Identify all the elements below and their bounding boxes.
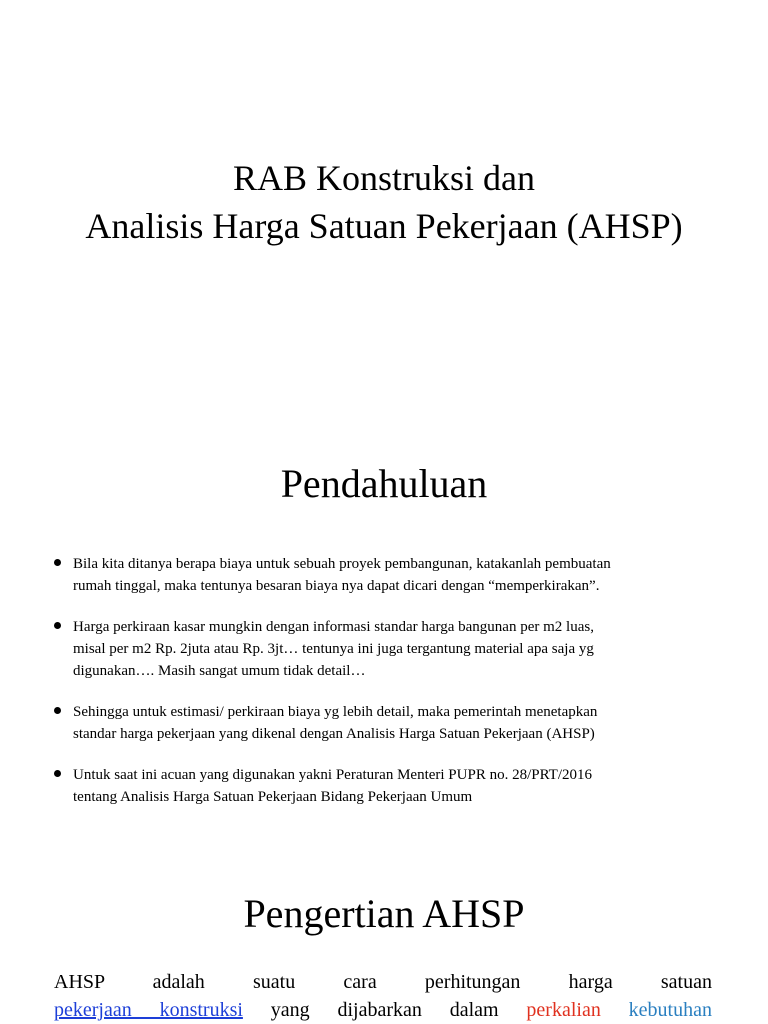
slide-title	[0, 154, 768, 250]
bullet-3-line-1: Sehingga untuk estimasi/ perkiraan biaya yg lebih detail, maka pemerintah menetapkan	[73, 704, 598, 720]
bullet-2-line-2: misal per m2 Rp. 2juta atau Rp. 3jt… tentunya ini juga tergantung material apa saja yg	[73, 641, 594, 657]
bullet-dot-icon	[54, 559, 61, 566]
ahsp-line-1: AHSP adalah suatu cara perhitungan harga satuan	[54, 971, 712, 993]
pekerjaan-konstruksi-link[interactable]: pekerjaan konstruksi	[54, 999, 243, 1021]
bullet-2-line-1: Harga perkiraan kasar mungkin dengan informasi standar harga bangunan per m2 luas,	[73, 619, 594, 635]
pendahuluan-bullet-list	[54, 553, 714, 827]
ahsp-line-2	[54, 996, 712, 1024]
ahsp-mid-text: yang dijabarkan dalam	[242, 999, 527, 1021]
bullet-4-line-1: Untuk saat ini acuan yang digunakan yakni Peraturan Menteri PUPR no. 28/PRT/2016	[73, 767, 593, 783]
bullet-1-line-1: Bila kita ditanya berapa biaya untuk sebuah proyek pembangunan, katakanlah pembuatan	[73, 556, 611, 572]
bullet-dot-icon	[54, 622, 61, 629]
bullet-item-3	[54, 701, 714, 745]
pendahuluan-heading: Pendahuluan	[280, 461, 488, 506]
slide-title-line-2: Analisis Harga Satuan Pekerjaan (AHSP)	[85, 206, 683, 246]
bullet-item-4	[54, 764, 714, 808]
perkalian-emphasis: perkalian	[526, 999, 601, 1021]
bullet-dot-icon	[54, 770, 61, 777]
bullet-dot-icon	[54, 707, 61, 714]
pengertian-heading: Pengertian AHSP	[243, 891, 525, 936]
bullet-4-line-2: tentang Analisis Harga Satuan Pekerjaan Bidang Pekerjaan Umum	[73, 789, 473, 805]
bullet-item-1	[54, 553, 714, 597]
bullet-2-line-3: digunakan…. Masih sangat umum tidak detail…	[73, 663, 366, 679]
bullet-item-2	[54, 616, 714, 682]
bullet-3-line-2: standar harga pekerjaan yang dikenal dengan Analisis Harga Satuan Pekerjaan (AHSP)	[73, 726, 595, 742]
kebutuhan-emphasis: kebutuhan	[628, 999, 712, 1021]
ahsp-definition-paragraph	[54, 968, 712, 1024]
bullet-1-line-2: rumah tinggal, maka tentunya besaran biaya nya dapat dicari dengan “memperkirakan”.	[73, 578, 600, 594]
slide-title-line-1: RAB Konstruksi dan	[232, 158, 535, 198]
